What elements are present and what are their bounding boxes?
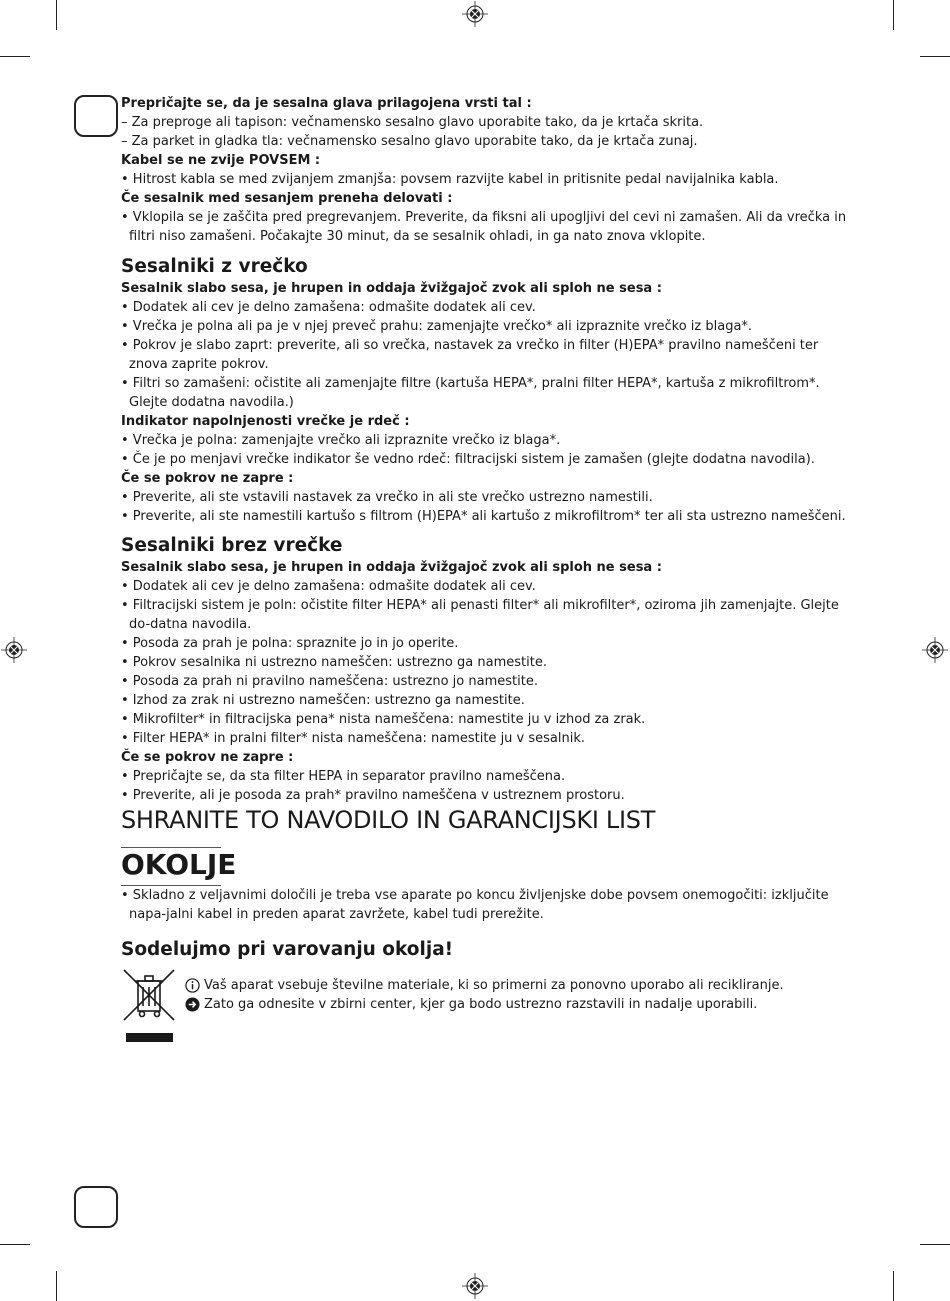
registration-mark-icon — [462, 1273, 488, 1299]
bag-heading: Če se pokrov ne zapre : — [121, 471, 294, 486]
bag-line: • Dodatek ali cev je delno zamašena: odmašite dodatek ali cev. — [121, 300, 536, 315]
intro-line: – Za parket in gladka tla: večnamensko sesalno glavo uporabite tako, da je krtača zunaj. — [121, 134, 698, 149]
crop-mark — [920, 1244, 950, 1245]
info-icon — [185, 978, 200, 993]
bag-line: • Preverite, ali ste namestili kartušo s filtrom (H)EPA* ali kartušo z mikrofiltrom* ter ali sta ustrezno nameščeni. — [121, 509, 846, 524]
bagless-line: • Pokrov sesalnika ni ustrezno nameščen: ustrezno ga namestite. — [121, 655, 547, 670]
bag-heading: Indikator napolnjenosti vrečke je rdeč : — [121, 414, 410, 429]
bag-line: • Preverite, ali ste vstavili nastavek za vrečko in ali ste vrečko ustrezno namestili. — [121, 490, 653, 505]
bag-line: • Pokrov je slabo zaprt: preverite, ali so vrečka, nastavek za vrečko in filter (H)EPA* pravilno nameščeni ter znova zaprite pokrov. — [121, 338, 819, 372]
bagless-line: • Posoda za prah ni pravilno nameščena: ustrezno jo namestite. — [121, 674, 538, 689]
environment-text: • Skladno z veljavnimi določili je treba vse aparate po koncu življenjske dobe povsem onemogočiti: izključite napa-jalni kabel in preden aparat zavržete, kabel tudi prerežite. — [121, 888, 829, 922]
bagless-line: • Posoda za prah je polna: spraznite jo in jo operite. — [121, 636, 459, 651]
bagless-line: • Prepričajte se, da sta filter HEPA in separator pravilno nameščena. — [121, 769, 566, 784]
crop-mark — [920, 56, 950, 57]
environment-subtitle: Sodelujmo pri varovanju okolja! — [121, 939, 454, 960]
bag-line: • Filtri so zamašeni: očistite ali zamenjajte filtre (kartuša HEPA*, pralni filter HEPA*, kartuša z mikrofiltrom*. Glejte dodatna navodila.) — [121, 376, 820, 410]
bagless-heading: Če se pokrov ne zapre : — [121, 750, 294, 765]
recycling-block — [121, 968, 861, 1048]
keep-instructions-title: SHRANITE TO NAVODILO IN GARANCIJSKI LIST — [121, 806, 656, 834]
intro-heading-cable: Kabel se ne zvije POVSEM : — [121, 153, 321, 168]
language-tab-top — [74, 95, 118, 137]
language-tab-bottom — [74, 1186, 118, 1228]
arrow-right-icon — [185, 997, 200, 1012]
bagless-line: • Filter HEPA* in pralni filter* nista nameščena: namestite ju v sesalnik. — [121, 731, 586, 746]
crop-mark — [0, 56, 30, 57]
environment-title: OKOLJE — [121, 848, 237, 881]
recycling-action-text: Zato ga odnesite v zbirni center, kjer ga bodo ustrezno razstavili in nadalje uporabili. — [204, 997, 758, 1012]
bagless-heading: Sesalnik slabo sesa, je hrupen in oddaja žvižgajoč zvok ali sploh ne sesa : — [121, 560, 662, 575]
bagless-line: • Mikrofilter* in filtracijska pena* nista nameščena: namestite ju v izhod za zrak. — [121, 712, 646, 727]
crop-mark — [893, 0, 894, 30]
bagless-line: • Dodatek ali cev je delno zamašena: odmašite dodatek ali cev. — [121, 579, 536, 594]
bagless-line: • Preverite, ali je posoda za prah* pravilno nameščena v ustreznem prostoru. — [121, 788, 625, 803]
bag-line: • Vrečka je polna ali pa je v njej preveč prahu: zamenjajte vrečko* ali izpraznite vrečko iz blaga*. — [121, 319, 753, 334]
bag-line: • Če je po menjavi vrečke indikator še vedno rdeč: filtracijski sistem je zamašen (glejte dodatna navodila). — [121, 452, 815, 467]
crop-mark — [0, 1244, 30, 1245]
content — [121, 94, 861, 1048]
bag-heading: Sesalnik slabo sesa, je hrupen in oddaja žvižgajoč zvok ali sploh ne sesa : — [121, 281, 662, 296]
intro-heading-floor: Prepričajte se, da je sesalna glava prilagojena vrsti tal : — [121, 96, 532, 111]
registration-mark-icon — [1, 637, 27, 663]
intro-line: • Hitrost kabla se med zvijanjem zmanjša: povsem razvijte kabel in pritisnite pedal navijalnika kabla. — [121, 172, 779, 187]
intro-line: – Za preproge ali tapison: večnamensko sesalno glavo uporabite tako, da je krtača skrita. — [121, 115, 704, 130]
crop-mark — [56, 1271, 57, 1301]
section-title-bag: Sesalniki z vrečko — [121, 256, 308, 277]
registration-mark-icon — [922, 637, 948, 663]
intro-heading-stop: Če sesalnik med sesanjem preneha delovati : — [121, 191, 453, 206]
recycling-info-text: Vaš aparat vsebuje številne materiale, ki so primerni za ponovno uporabo ali recikliranje. — [204, 978, 784, 993]
section-title-bagless: Sesalniki brez vrečke — [121, 535, 343, 556]
registration-mark-icon — [462, 1, 488, 27]
bagless-line: • Izhod za zrak ni ustrezno nameščen: ustrezno ga namestite. — [121, 693, 525, 708]
bagless-line: • Filtracijski sistem je poln: očistite filter HEPA* ali penasti filter* ali mikrofilter*, oziroma jih zamenjajte. Glejte do-datna navodila. — [121, 598, 839, 632]
bag-line: • Vrečka je polna: zamenjajte vrečko ali izpraznite vrečko iz blaga*. — [121, 433, 561, 448]
crop-mark — [893, 1271, 894, 1301]
intro-line: • Vklopila se je zaščita pred pregrevanjem. Preverite, da fiksni ali upogljivi del cevi ni zamašen. Ali da vrečka in filtri niso zamašeni. Počakajte 30 minut, da se sesalnik ohladi, in ga nato znova vklopite. — [121, 210, 847, 244]
crop-mark — [56, 0, 57, 30]
crossed-bin-icon — [121, 968, 177, 1046]
